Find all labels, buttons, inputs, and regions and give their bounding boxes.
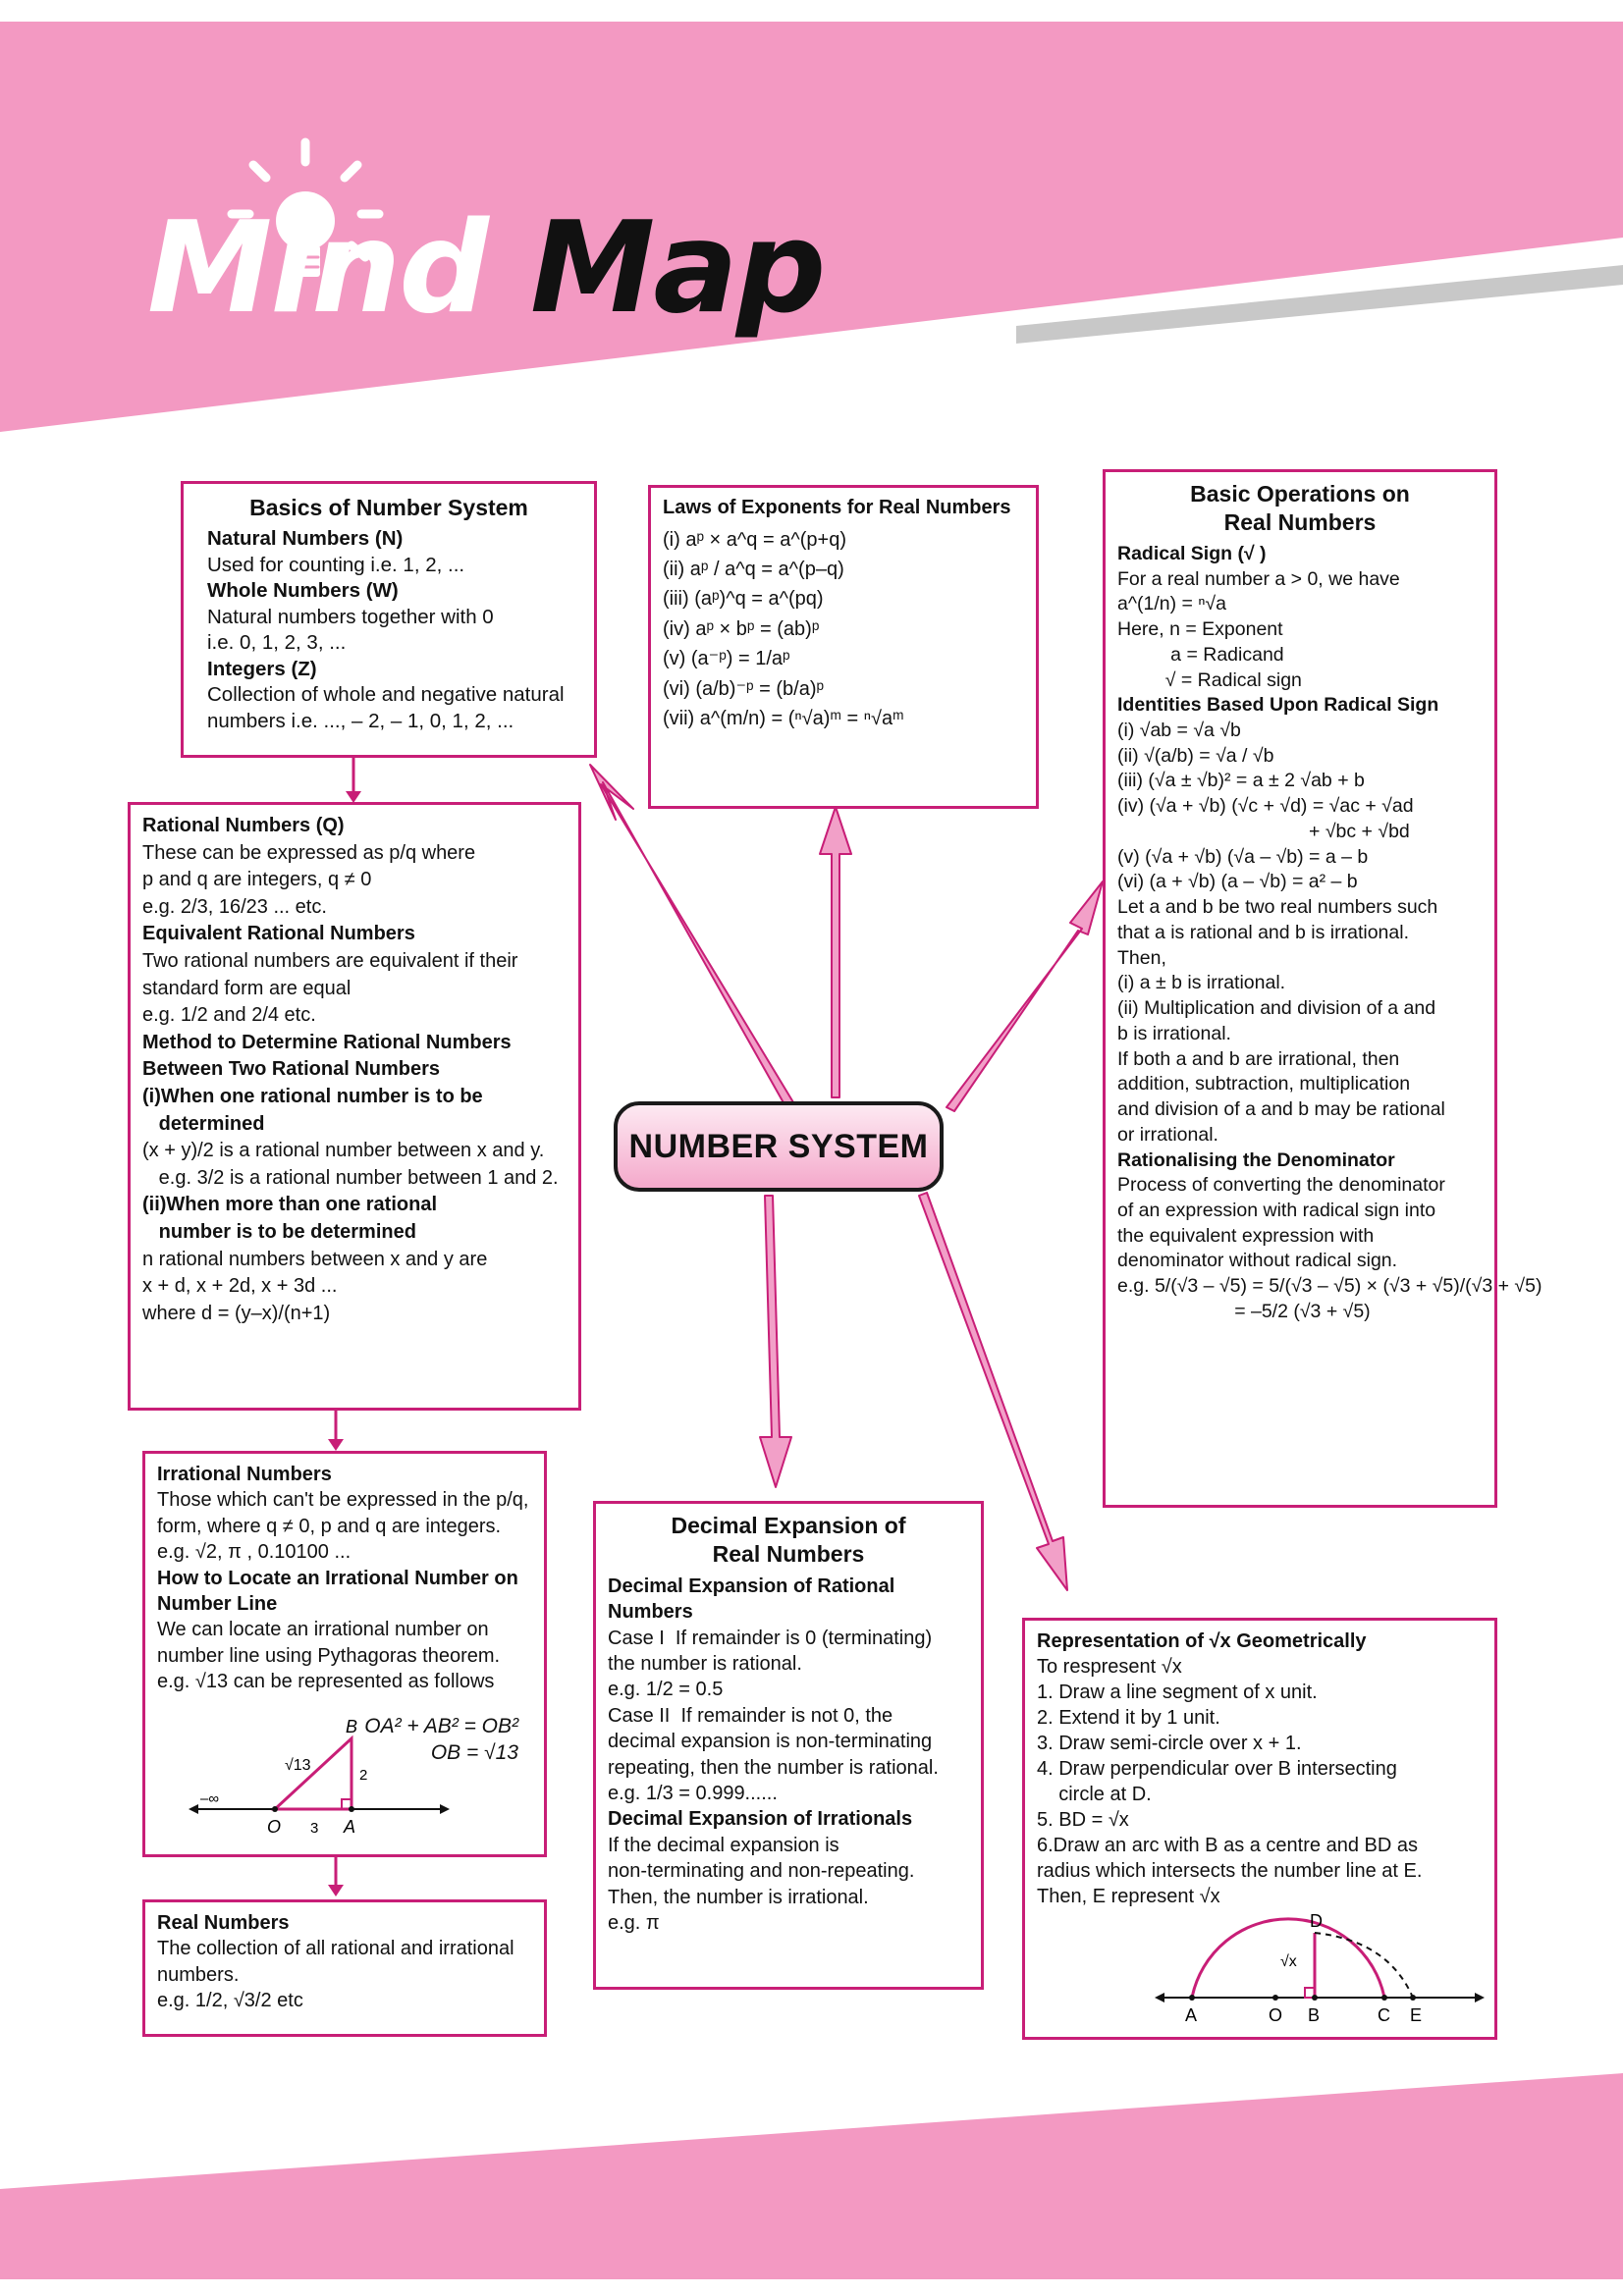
text-line: radius which intersects the number line at E. [1037,1860,1423,1882]
text-line: the number is rational. [608,1653,802,1676]
text-line: numbers i.e. ..., – 2, – 1, 0, 1, 2, ... [207,709,514,732]
text-line: Natural numbers together with 0 [207,605,494,628]
geo-label-a: A [1185,2005,1198,2025]
text-line: e.g. 5/(√3 – √5) = 5/(√3 – √5) × (√3 + √5)/(√3 + √5) [1117,1275,1542,1298]
subheading: Irrational Numbers [157,1464,332,1485]
text-line: 2. Extend it by 1 unit. [1037,1707,1220,1729]
text-line: If both a and b are irrational, then [1117,1047,1400,1070]
text-line: x + d, x + 2d, x + 3d ... [142,1275,338,1298]
text-line: where d = (y–x)/(n+1) [142,1302,331,1324]
text-line: To respresent √x [1037,1656,1182,1678]
text-line: (i) a ± b is irrational. [1117,972,1286,994]
text-line: Then, E represent √x [1037,1886,1220,1907]
text-line: 5. BD = √x [1037,1809,1129,1831]
fig-label-b: B [346,1718,358,1736]
text-line: e.g. 3/2 is a rational number between 1 and 2. [142,1166,559,1189]
text-line: (vi) (a + √b) (a – √b) = a² – b [1117,871,1358,893]
decimal-title: Decimal Expansion of Real Numbers [671,1513,906,1568]
subheading: Radical Sign (√ ) [1117,542,1267,564]
text-line: number line using Pythagoras theorem. [157,1644,501,1667]
text-line: e.g. 1/2 = 0.5 [608,1679,724,1701]
text-line: non-terminating and non-repeating. [608,1860,915,1883]
text-line: (ii) Multiplication and division of a and [1117,997,1436,1020]
text-line: If the decimal expansion is [608,1834,839,1856]
subheading: Whole Numbers (W) [207,579,399,603]
text-line: e.g. √13 can be represented as follows [157,1671,495,1693]
text-line: standard form are equal [142,977,352,999]
real-numbers-box [142,1899,547,2037]
geo-label-e: E [1410,2005,1423,2025]
geo-label-b: B [1308,2005,1321,2025]
text-line: (i) aᵖ × a^q = a^(p+q) [663,528,846,551]
subheading: Method to Determine Rational Numbers [142,1031,512,1053]
fig-label-hyp: √13 [285,1756,311,1774]
text-line: n rational numbers between x and y are [142,1248,488,1270]
text-line: Here, n = Exponent [1117,618,1283,641]
text-line: a = Radicand [1117,643,1284,666]
text-line: = –5/2 (√3 + √5) [1117,1300,1371,1322]
text-line: These can be expressed as p/q where [142,841,476,864]
title-mind: Mind [147,195,487,342]
text-line: e.g. 1/3 = 0.999...... [608,1783,778,1804]
text-line: decimal expansion is non-terminating [608,1731,933,1753]
text-line: Collection of whole and negative natural [207,683,565,707]
text-line: e.g. π [608,1911,660,1934]
bottom-pink-band [0,2073,1623,2279]
eq-1: OA² + AB² = OB² [364,1714,518,1737]
text-line: 3. Draw semi-circle over x + 1. [1037,1733,1302,1754]
text-line: of an expression with radical sign into [1117,1199,1436,1221]
text-line: that a is rational and b is irrational. [1117,921,1409,943]
text-line: numbers. [157,1963,240,1986]
text-line: addition, subtraction, multiplication [1117,1073,1411,1095]
text-line: 4. Draw perpendicular over B intersecting [1037,1758,1397,1780]
geo-label-c: C [1378,2005,1390,2025]
text-line: √ = Radical sign [1117,668,1302,691]
geometric-box [1022,1618,1497,2040]
title-map: Map [530,195,825,342]
text-line: (v) (√a + √b) (√a – √b) = a – b [1117,845,1369,868]
basics-title: Basics of Number System [249,495,528,520]
text-line: denominator without radical sign. [1117,1250,1398,1272]
text-line: Two rational numbers are equivalent if their [142,949,518,972]
subheading: Rationalising the Denominator [1117,1148,1395,1171]
text-line: Let a and b be two real numbers such [1117,896,1438,919]
text-line: (i) √ab = √a √b [1117,720,1241,742]
text-line: (ii) √(a/b) = √a / √b [1117,744,1274,767]
text-line: and division of a and b may be rational [1117,1098,1445,1121]
fig-label-minf: –∞ [200,1789,220,1807]
subheading: Representation of √x Geometrically [1037,1630,1367,1652]
exponents-title: Laws of Exponents for Real Numbers [663,497,1011,518]
geo-label-d: D [1310,1911,1323,1931]
operations-title: Basic Operations on Real Numbers [1190,481,1410,536]
text-line: Case II If remainder is not 0, the [608,1704,893,1727]
text-line: e.g. 2/3, 16/23 ... etc. [142,895,327,918]
geo-label-o: O [1269,2005,1283,2025]
pythagoras-equations [364,1713,518,1767]
subheading: Identities Based Upon Radical Sign [1117,694,1439,717]
rational-box [128,802,581,1411]
fig-label-side: 2 [359,1766,368,1784]
subheading: Number Line [157,1592,278,1615]
text-line: Case I If remainder is 0 (terminating) [608,1627,933,1649]
text-line: the equivalent expression with [1117,1224,1375,1247]
irrational-box [142,1451,547,1857]
text-line: circle at D. [1037,1784,1152,1805]
text-line: a^(1/n) = ⁿ√a [1117,593,1226,615]
text-line: e.g. √2, π , 0.10100 ... [157,1541,352,1564]
text-line: b is irrational. [1117,1022,1231,1044]
text-line: For a real number a > 0, we have [1117,567,1400,590]
text-line: form, where q ≠ 0, p and q are integers. [157,1515,502,1537]
fig-label-o: O [267,1816,282,1837]
basics-box [181,481,597,758]
subheading: Rational Numbers (Q) [142,815,345,836]
exponents-box [648,485,1039,809]
sqrt-construction-figure [1153,1911,1487,2029]
eq-2: OB = √13 [430,1740,518,1764]
text-line: (iii) (√a ± √b)² = a ± 2 √ab + b [1117,770,1365,792]
fig-label-a: A [344,1816,356,1837]
subheading: Equivalent Rational Numbers [142,923,415,945]
text-line: (iii) (aᵖ)^q = a^(pq) [663,588,824,611]
text-line: e.g. 1/2 and 2/4 etc. [142,1004,316,1027]
subheading: determined [142,1112,265,1135]
subheading: number is to be determined [142,1220,416,1243]
text-line: or irrational. [1117,1123,1218,1146]
text-line: The collection of all rational and irrational [157,1938,514,1960]
text-line: e.g. 1/2, √3/2 etc [157,1990,303,2012]
decimal-box [593,1501,984,1990]
text-line: (ii) aᵖ / a^q = a^(p–q) [663,558,844,580]
center-node: NUMBER SYSTEM [614,1101,944,1192]
operations-box [1103,469,1542,1508]
subheading: Decimal Expansion of Irrationals [608,1808,913,1831]
subheading: How to Locate an Irrational Number on [157,1567,518,1589]
text-line: repeating, then the number is rational. [608,1756,939,1779]
subheading: Numbers [608,1601,693,1624]
subheading: (i)When one rational number is to be [142,1085,483,1107]
text-line: (v) (a⁻ᵖ) = 1/aᵖ [663,648,790,670]
text-line: 6.Draw an arc with B as a centre and BD as [1037,1835,1418,1856]
text-line: + √bc + √bd [1117,820,1410,842]
text-line: (x + y)/2 is a rational number between x and y. [142,1140,545,1162]
text-line: Then, the number is irrational. [608,1886,869,1908]
text-line: We can locate an irrational number on [157,1619,489,1641]
subheading: (ii)When more than one rational [142,1194,438,1216]
text-line: Then, [1117,946,1166,969]
subheading: Integers (Z) [207,657,317,680]
subheading: Natural Numbers (N) [207,527,404,551]
text-line: Those which can't be expressed in the p/q, [157,1489,529,1512]
text-line: i.e. 0, 1, 2, 3, ... [207,631,347,655]
text-line: p and q are integers, q ≠ 0 [142,869,372,891]
geo-label-root: √x [1280,1953,1297,1970]
text-line: Process of converting the denominator [1117,1174,1445,1197]
subheading: Decimal Expansion of Rational [608,1575,895,1597]
fig-label-base: 3 [310,1819,319,1837]
text-line: (vi) (a/b)⁻ᵖ = (b/a)ᵖ [663,677,825,700]
subheading: Between Two Rational Numbers [142,1058,441,1081]
text-line: Used for counting i.e. 1, 2, ... [207,553,465,576]
text-line: 1. Draw a line segment of x unit. [1037,1682,1318,1703]
subheading: Real Numbers [157,1912,290,1934]
text-line: (iv) aᵖ × bᵖ = (ab)ᵖ [663,617,820,640]
text-line: (iv) (√a + √b) (√c + √d) = √ac + √ad [1117,795,1414,818]
text-line: (vii) a^(m/n) = (ⁿ√a)ᵐ = ⁿ√aᵐ [663,707,904,729]
